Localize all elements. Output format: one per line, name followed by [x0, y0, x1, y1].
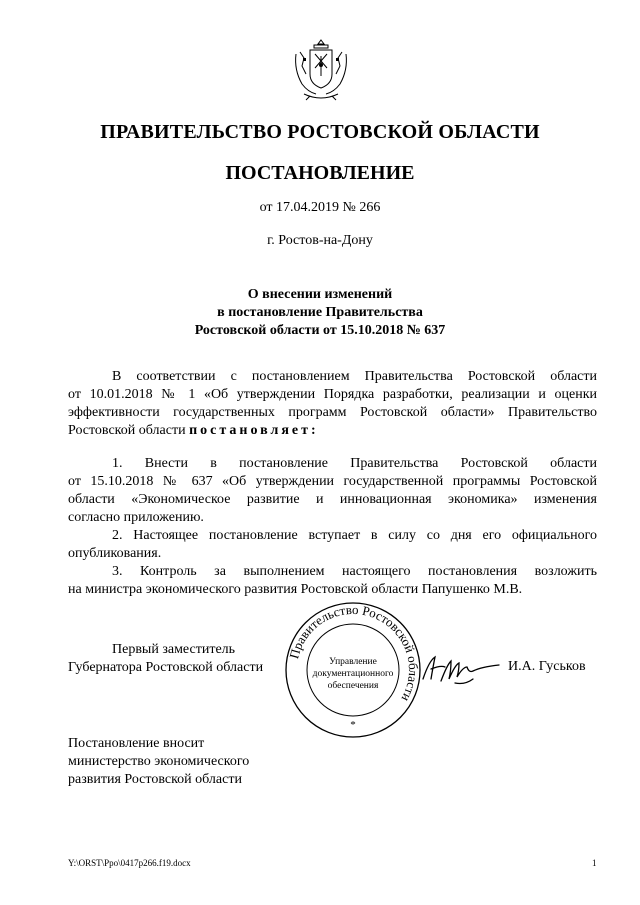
subject-line-3: Ростовской области от 15.10.2018 № 637	[194, 323, 446, 338]
coat-of-arms-emblem	[290, 36, 352, 102]
preamble-line-4-prefix: Ростовской области	[68, 423, 190, 438]
item-3-line-1: 3. Контроль за выполнением настоящего постановления возложить	[112, 564, 597, 579]
item-2-line-1: 2. Настоящее постановление вступает в силу со дня его официального	[112, 528, 597, 543]
signatory-position-line-2: Губернатора Ростовской области	[68, 660, 264, 675]
signatory-name: И.А. Гуськов	[508, 659, 586, 674]
footer-page-number: 1	[592, 858, 597, 868]
introduced-by-line-2: министерство экономического	[68, 754, 250, 769]
item-1-line-1: 1. Внести в постановление Правительства Ростовской области	[112, 456, 597, 471]
preamble-line-2: от 10.01.2018 № 1 «Об утверждении Порядка разработки, реализации и оценки	[68, 387, 597, 402]
document-subject	[0, 286, 640, 340]
subject-line-1: О внесении изменений	[247, 287, 393, 302]
stamp-ring-text: Правительство Ростовской области	[286, 601, 422, 705]
stamp-center-line-3: обеспечения	[327, 681, 379, 691]
stamp-star: *	[350, 719, 356, 731]
item-1-line-4: согласно приложению.	[68, 510, 204, 525]
document-city: г. Ростов-на-Дону	[267, 233, 373, 248]
footer-file-path: Y:\ORST\Ppo\0417p266.f19.docx	[68, 858, 191, 868]
handwritten-signature	[415, 649, 505, 689]
signatory-position-line-1: Первый заместитель	[112, 642, 236, 657]
stamp-center-line-2: документационного	[312, 669, 394, 679]
government-title: ПРАВИТЕЛЬСТВО РОСТОВСКОЙ ОБЛАСТИ	[100, 121, 540, 143]
item-1-line-3: области «Экономическое развитие и инновационная экономика» изменения	[68, 492, 597, 507]
preamble-paragraph	[68, 368, 597, 440]
official-stamp	[283, 600, 423, 740]
subject-line-2: в постановление Правительства	[217, 305, 423, 320]
preamble-line-4	[68, 422, 597, 440]
document-type: ПОСТАНОВЛЕНИЕ	[225, 162, 415, 184]
resolves-keyword: постановляет:	[189, 423, 319, 438]
introduced-by-block	[68, 735, 249, 789]
items-list	[68, 455, 597, 599]
document-date-number: от 17.04.2019 № 266	[259, 200, 381, 215]
item-1-line-2: от 15.10.2018 № 637 «Об утверждении государственной программы Ростовской	[68, 474, 597, 489]
stamp-center-line-1: Управление	[329, 657, 377, 667]
item-3-line-2: на министра экономического развития Ростовской области Папушенко М.В.	[68, 582, 523, 597]
preamble-line-3: эффективности государственных программ Ростовской области» Правительство	[68, 405, 597, 420]
signatory-position	[68, 641, 263, 677]
introduced-by-line-3: развития Ростовской области	[68, 772, 242, 787]
item-2-line-2: опубликования.	[68, 546, 162, 561]
preamble-line-1: В соответствии с постановлением Правительства Ростовской области	[112, 369, 597, 384]
introduced-by-line-1: Постановление вносит	[68, 736, 205, 751]
